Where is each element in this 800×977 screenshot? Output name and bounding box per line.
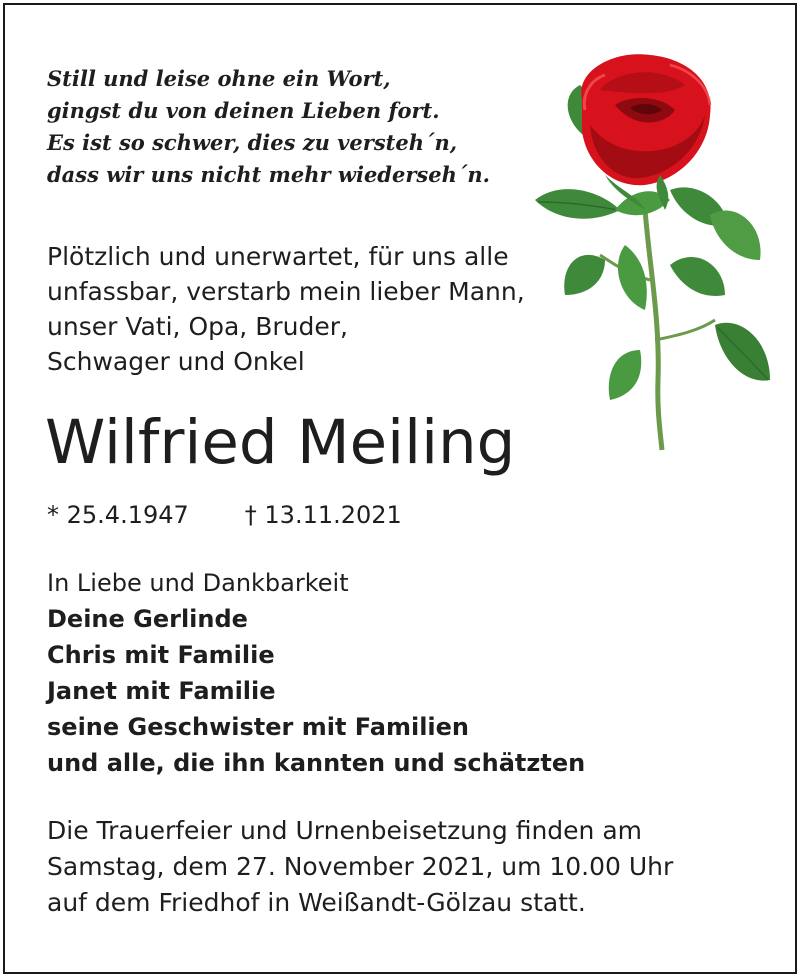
birth-date: * 25.4.1947	[47, 501, 189, 529]
obituary-frame	[3, 3, 797, 974]
mourner-name: Janet mit Familie	[47, 677, 276, 705]
mourner-name: Chris mit Familie	[47, 641, 275, 669]
poem-line: Es ist so schwer, dies zu versteh´n,	[47, 130, 458, 155]
poem	[47, 63, 567, 191]
funeral-notice	[47, 813, 767, 921]
intro-line: Plötzlich und unerwartet, für uns alle	[47, 242, 509, 271]
deceased-name: Wilfried Meiling	[45, 407, 516, 478]
poem-line: gingst du von deinen Lieben fort.	[47, 98, 440, 123]
poem-line: dass wir uns nicht mehr wiederseh´n.	[47, 162, 490, 187]
mourner-name: seine Geschwister mit Familien	[47, 713, 470, 741]
intro-line: unser Vati, Opa, Bruder,	[47, 312, 348, 341]
mourners	[47, 565, 747, 781]
life-dates	[47, 499, 402, 531]
mourners-intro: In Liebe und Dankbarkeit	[47, 569, 349, 597]
funeral-line: Die Trauerfeier und Urnenbeisetzung finden am	[47, 816, 643, 845]
funeral-line: Samstag, dem 27. November 2021, um 10.00 Uhr	[47, 852, 674, 881]
death-date: † 13.11.2021	[244, 501, 402, 529]
intro-line: Schwager und Onkel	[47, 347, 305, 376]
intro-line: unfassbar, verstarb mein lieber Mann,	[47, 277, 525, 306]
mourner-name: und alle, die ihn kannten und schätzten	[47, 749, 586, 777]
funeral-line: auf dem Friedhof in Weißandt-Gölzau statt.	[47, 888, 586, 917]
poem-line: Still und leise ohne ein Wort,	[47, 66, 391, 91]
mourner-name: Deine Gerlinde	[47, 605, 248, 633]
intro-text	[47, 239, 607, 379]
